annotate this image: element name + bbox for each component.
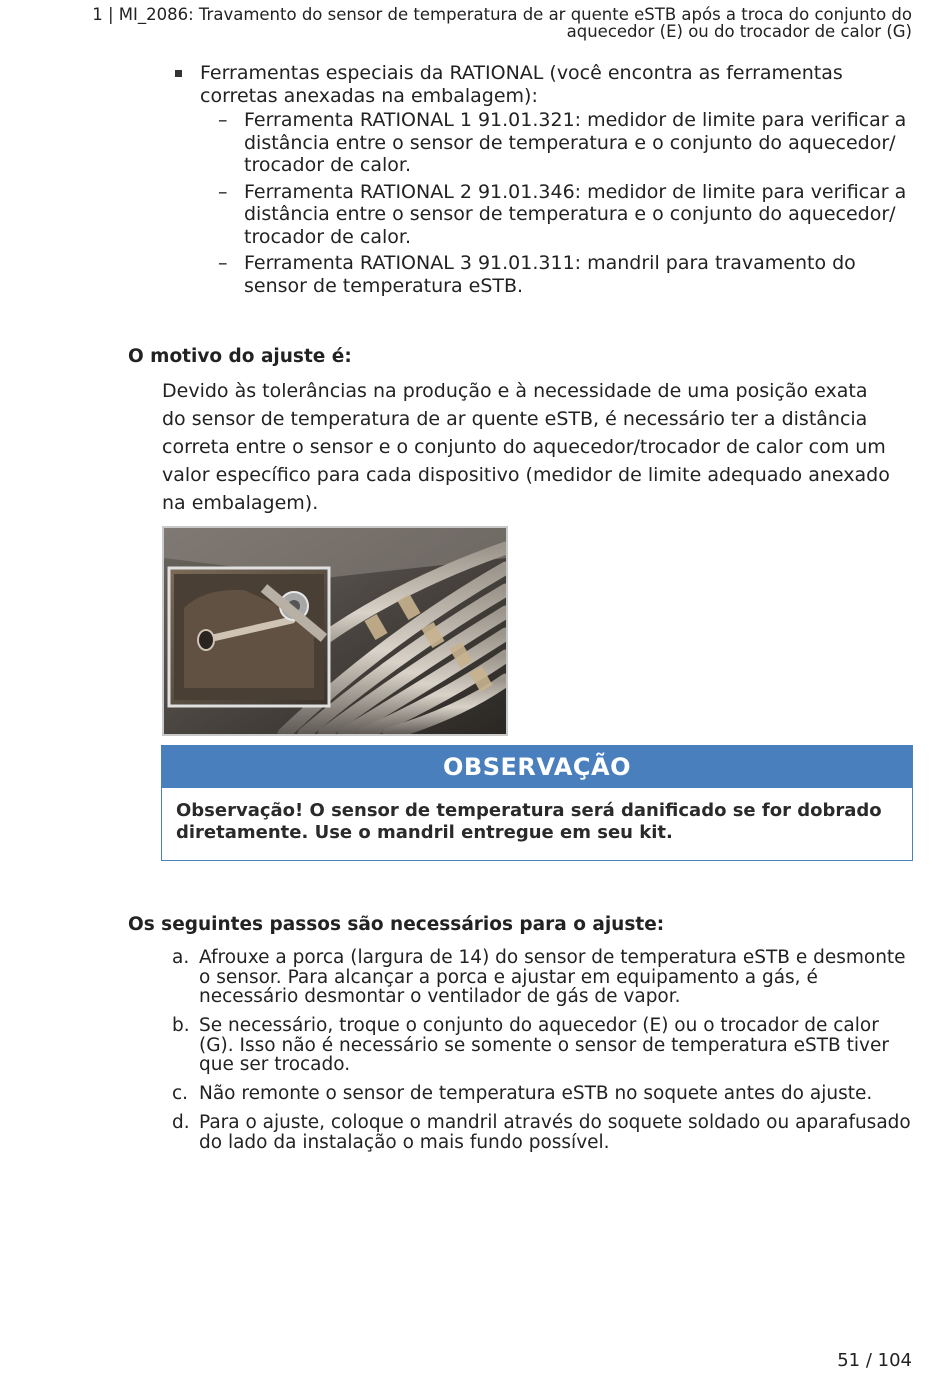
note-text: Observação! O sensor de temperatura será danificado se for dobrado diretamente. Use o mandril entregue em seu kit. (176, 800, 882, 843)
note-title: OBSERVAÇÃO (162, 746, 912, 788)
tool-item (200, 109, 919, 177)
tool-item-text: Ferramenta RATIONAL 2 91.01.346: medidor de limite para verificar a distância entre o sensor de temperatura e o conjunto do aquecedor/ trocador de calor. (244, 180, 907, 248)
step-item (170, 1113, 915, 1152)
reason-paragraph: Devido às tolerâncias na produção e à necessidade de uma posição exata do sensor de temperatura de ar quente eSTB, é necessário ter a distância correta entre o sensor e o conjunto do aquecedor/trocador de calor com um valor específico para cada dispositivo (medidor de limite adequado anexado na embalagem). (162, 380, 890, 514)
dash-bullet: – (218, 252, 228, 274)
steps-heading: Os seguintes passos são necessários para o ajuste: (128, 914, 665, 935)
reason-heading: O motivo do ajuste é: (128, 346, 352, 367)
step-text: Se necessário, troque o conjunto do aquecedor (E) ou o trocador de calor (G). Isso não é necessário se somente o sensor de temperatura eSTB tiver que ser trocado. (199, 1015, 889, 1075)
step-marker: a. (172, 947, 190, 968)
step-item (170, 1084, 915, 1104)
tool-item (200, 252, 919, 297)
tool-item (200, 181, 919, 249)
tools-list-item (174, 62, 919, 297)
step-item (170, 948, 915, 1007)
tools-sub-list (200, 109, 919, 297)
step-marker: c. (172, 1083, 189, 1104)
tool-item-text: Ferramenta RATIONAL 3 91.01.311: mandril para travamento do sensor de temperatura eSTB. (244, 252, 856, 297)
note-box (161, 745, 913, 861)
bullet-square-icon (175, 70, 182, 77)
document-header: 1 | MI_2086: Travamento do sensor de temperatura de ar quente eSTB após a troca do conjunto do aquecedor (E) ou do trocador de calor (G) (92, 5, 912, 41)
step-item (170, 1016, 915, 1075)
step-marker: d. (172, 1112, 190, 1133)
sensor-photo (162, 526, 508, 736)
step-text: Para o ajuste, coloque o mandril através do soquete soldado ou aparafusado do lado da instalação o mais fundo possível. (199, 1112, 911, 1153)
step-text: Não remonte o sensor de temperatura eSTB no soquete antes do ajuste. (199, 1083, 873, 1104)
tools-list (174, 62, 919, 301)
dash-bullet: – (218, 180, 228, 203)
step-text: Afrouxe a porca (largura de 14) do sensor de temperatura eSTB e desmonte o sensor. Para alcançar a porca e ajustar em equipamento a gás, é necessário desmontar o ventilador de gás de vapor. (199, 947, 906, 1007)
step-marker: b. (172, 1015, 190, 1036)
tool-item-text: Ferramenta RATIONAL 1 91.01.321: medidor de limite para verificar a distância entre o sensor de temperatura e o conjunto do aquecedor/ trocador de calor. (244, 109, 907, 176)
steps-list (170, 948, 915, 1162)
tools-intro: Ferramentas especiais da RATIONAL (você encontra as ferramentas corretas anexadas na embalagem): (200, 62, 843, 107)
dash-bullet: – (218, 109, 228, 131)
page-number: 51 / 104 (837, 1350, 912, 1371)
